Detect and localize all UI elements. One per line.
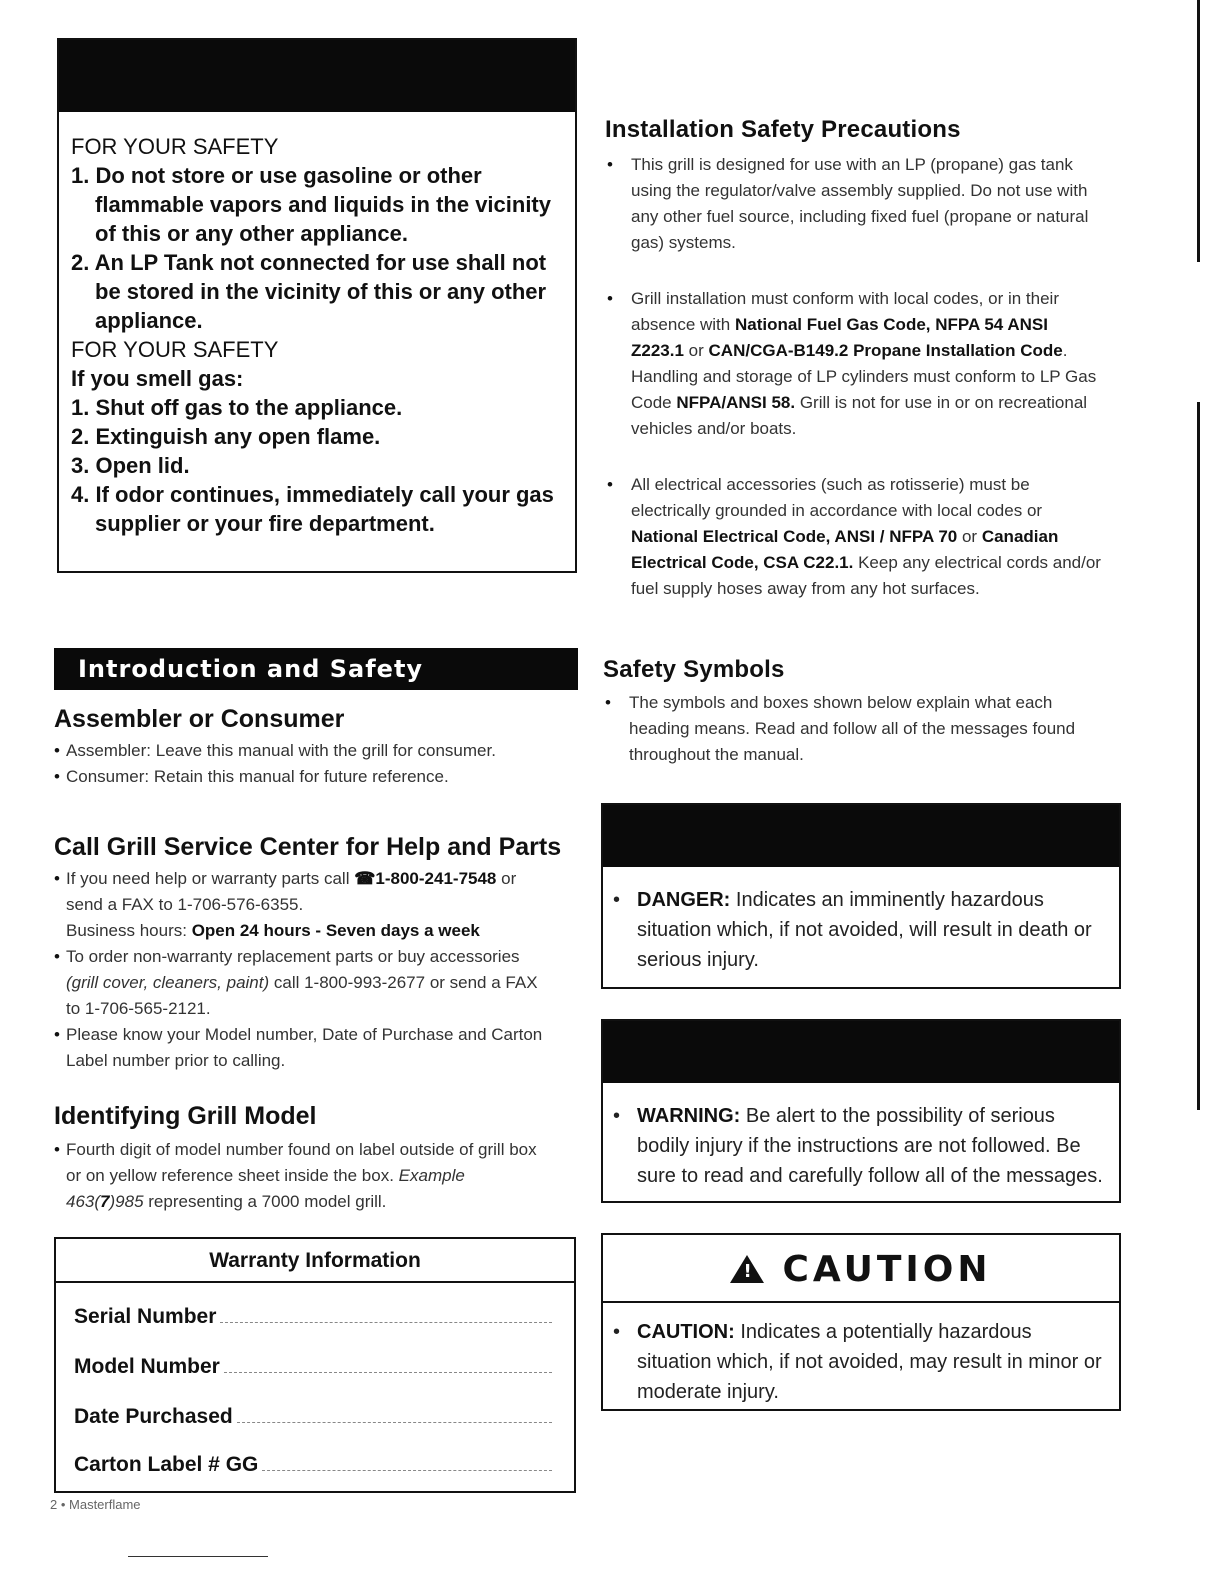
- safety-block1-item: 1. Do not store or use gasoline or other flammable vapors and liquids in the vicinity of this or any other appliance.: [71, 163, 551, 246]
- carton-label-line[interactable]: [262, 1470, 552, 1471]
- page-footer: 2 • Masterflame: [50, 1497, 141, 1512]
- model-list: [54, 1137, 584, 1215]
- danger-header-bar: [603, 805, 1119, 867]
- warranty-serial-row[interactable]: [74, 1299, 552, 1329]
- model-title: Identifying Grill Model: [54, 1102, 317, 1130]
- warning-text: • WARNING: Be alert to the possibility of serious bodily injury if the instructions are not followed. Be sure to read and carefully follow all of the messages.: [637, 1101, 1109, 1191]
- caution-header: [603, 1235, 1119, 1303]
- model-number-line[interactable]: [224, 1372, 552, 1373]
- assembler-item: • Assembler: Leave this manual with the grill for consumer.: [54, 738, 584, 764]
- date-purchased-line[interactable]: [237, 1422, 552, 1423]
- assembler-list: [54, 738, 584, 790]
- service-item-1: • If you need help or warranty parts call ☎1-800-241-7548 or send a FAX to 1-706-576-6355. Business hours: Open 24 hours - Seven days a week: [54, 866, 584, 944]
- safety-block2-item: 1. Shut off gas to the appliance.: [71, 395, 403, 420]
- warning-triangle-icon: [730, 1255, 764, 1283]
- service-section: [54, 833, 584, 1074]
- intro-banner: Introduction and Safety: [54, 648, 578, 690]
- installation-bullet-1: • This grill is designed for use with an LP (propane) gas tank using the regulator/valve assembly supplied. Do not use with any other fuel source, including fixed fuel (propane or natural gas) systems.: [605, 152, 1105, 256]
- assembler-item: • Consumer: Retain this manual for future reference.: [54, 764, 584, 790]
- warranty-date-row[interactable]: [74, 1399, 552, 1429]
- warranty-carton-row[interactable]: [74, 1447, 552, 1477]
- caution-box: [601, 1233, 1121, 1411]
- right-margin-rule: [1197, 0, 1200, 1110]
- service-title: Call Grill Service Center for Help and Parts: [54, 833, 562, 861]
- phone-icon: ☎: [354, 869, 376, 888]
- safety-block2-title: FOR YOUR SAFETY: [71, 337, 279, 362]
- installation-bullet-3: • All electrical accessories (such as rotisserie) must be electrically grounded in accordance with local codes or National Electrical Code, ANSI / NFPA 70 or Canadian Electrical Code, CSA C22.1. Keep any electrical cords and/or fuel supply hoses away from any hot surfaces.: [605, 472, 1105, 602]
- model-number-label: Model Number: [74, 1355, 220, 1378]
- safety-block2-item: 2. Extinguish any open flame.: [71, 424, 381, 449]
- service-phone: 1-800-241-7548: [375, 869, 497, 888]
- safety-symbols-list: [603, 690, 1103, 768]
- date-purchased-label: Date Purchased: [74, 1405, 233, 1428]
- danger-box: [601, 803, 1121, 989]
- footer-rule: [128, 1556, 268, 1557]
- warranty-model-row[interactable]: [74, 1349, 552, 1379]
- model-item: • Fourth digit of model number found on label outside of grill box or on yellow reference sheet inside the box. Example 463(7)985 representing a 7000 model grill.: [54, 1137, 584, 1215]
- installation-section: [605, 116, 1105, 602]
- installation-list: [605, 152, 1105, 602]
- safety-symbols-bullet: • The symbols and boxes shown below explain what each heading means. Read and follow all of the messages found throughout the manual.: [603, 690, 1103, 768]
- carton-label-label: Carton Label # GG: [74, 1453, 259, 1476]
- service-hours: Open 24 hours - Seven days a week: [191, 921, 480, 940]
- safety-block2-item: 4. If odor continues, immediately call your gas supplier or your fire department.: [71, 482, 554, 536]
- caution-title: CAUTION: [782, 1249, 992, 1290]
- assembler-title: Assembler or Consumer: [54, 705, 345, 733]
- caution-label: CAUTION:: [637, 1321, 735, 1343]
- serial-number-label: Serial Number: [74, 1305, 217, 1328]
- service-item-2: • To order non-warranty replacement parts or buy accessories (grill cover, cleaners, paint) call 1-800-993-2677 or send a FAX to 1-706-565-2121.: [54, 944, 584, 1022]
- installation-title: Installation Safety Precautions: [605, 116, 961, 143]
- warranty-info-box: [54, 1237, 576, 1493]
- safety-block2-list: [71, 393, 565, 538]
- safety-block1-item: 2. An LP Tank not connected for use shall not be stored in the vicinity of this or any other appliance.: [71, 250, 547, 333]
- assembler-section: [54, 705, 584, 790]
- installation-bullet-2: • Grill installation must conform with local codes, or in their absence with National Fuel Gas Code, NFPA 54 ANSI Z223.1 or CAN/CGA-B149.2 Propane Installation Code. Handling and storage of LP cylinders must conform to LP Gas Code NFPA/ANSI 58. Grill is not for use in or on recreational vehicles and/or boats.: [605, 286, 1105, 442]
- safety-warning-box: [57, 38, 577, 573]
- model-section: [54, 1102, 584, 1215]
- warning-label: WARNING:: [637, 1105, 741, 1127]
- warning-box: [601, 1019, 1121, 1203]
- safety-symbols-title: Safety Symbols: [603, 656, 785, 683]
- caution-text: • CAUTION: Indicates a potentially hazardous situation which, if not avoided, may result in minor or moderate injury.: [637, 1317, 1109, 1407]
- warranty-title: Warranty Information: [56, 1239, 574, 1283]
- service-item-3: • Please know your Model number, Date of Purchase and Carton Label number prior to calling.: [54, 1022, 584, 1074]
- danger-text: • DANGER: Indicates an imminently hazardous situation which, if not avoided, will result in death or serious injury.: [637, 885, 1109, 975]
- service-list: [54, 866, 584, 1074]
- safety-block2-item: 3. Open lid.: [71, 453, 190, 478]
- right-margin-rule-gap: [1196, 262, 1201, 402]
- safety-block1-list: [71, 161, 565, 335]
- safety-box-header-bar: [59, 40, 575, 112]
- warning-header-bar: [603, 1021, 1119, 1083]
- safety-symbols-section: [603, 656, 1103, 768]
- safety-block1-title: FOR YOUR SAFETY: [71, 134, 279, 159]
- serial-number-line[interactable]: [220, 1322, 552, 1323]
- safety-block2-subtitle: If you smell gas:: [71, 366, 244, 391]
- danger-label: DANGER:: [637, 889, 731, 911]
